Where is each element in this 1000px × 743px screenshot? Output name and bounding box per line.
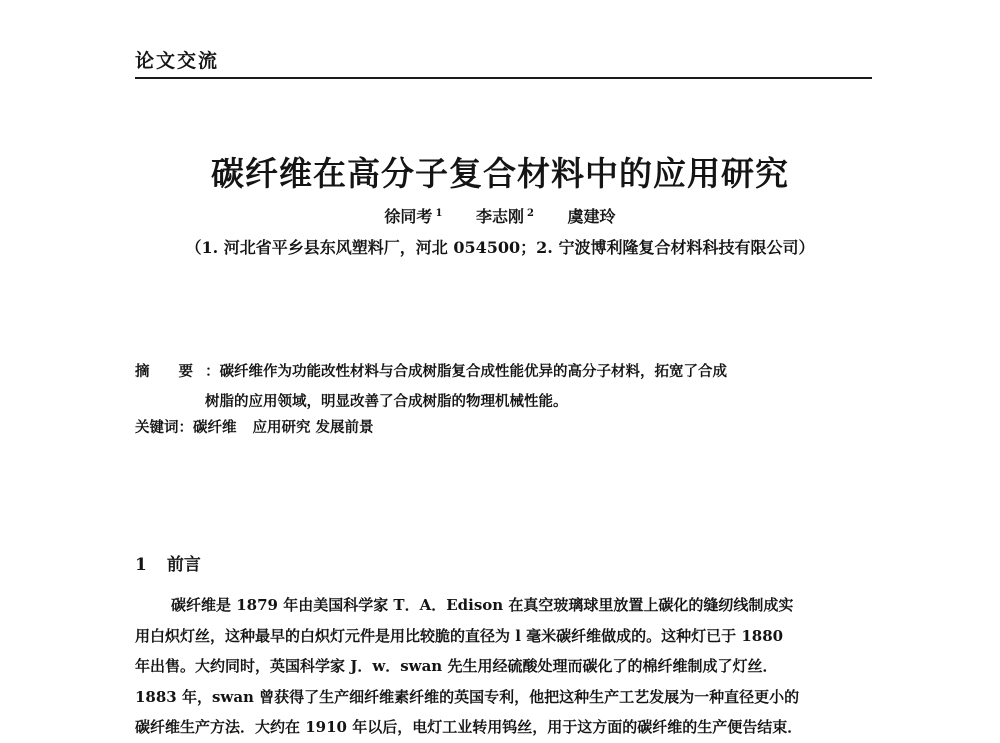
journal-section-label: 论文交流: [135, 50, 220, 72]
keyword: 应用研究 发展前景: [252, 419, 374, 436]
body-line: 1883 年，swan 曾获得了生产细纤维素纤维的英国专利，他把这种生产工艺发展为一种直径更小的: [135, 687, 800, 706]
header-divider: [135, 77, 872, 79]
section-heading: [135, 550, 201, 575]
body-line: 年出售。大约同时，英国科学家 J．w．swan 先生用经硫酸处理而碳化了的棉纤维制成了灯丝．: [135, 657, 778, 675]
affiliation: （1. 河北省平乡县东风塑料厂，河北 054500；2. 宁波博利隆复合材料科技有限公司）: [185, 238, 815, 257]
author: 徐同考 $^1$: [384, 207, 443, 226]
paper-title: 碳纤维在高分子复合材料中的应用研究: [211, 154, 789, 193]
body-line: 用白炽灯丝，这种最早的白炽灯元件是用比较脆的直径为 l 毫米碳纤维做成的。这种灯已于 1880: [135, 626, 784, 645]
abstract-label: 摘 要: [135, 363, 206, 380]
section-body: [135, 590, 875, 743]
body-line: 碳纤维生产方法．大约在 1910 年以后，电灯工业转用钨丝，用于这方面的碳纤维的生产便告结束．: [135, 718, 803, 736]
author: 虞建玲: [567, 207, 616, 226]
section-title: 前言: [166, 555, 201, 575]
body-line: 碳纤维是 1879 年由美国科学家 T．A．Edison 在真空玻璃球里放置上碳化的缝纫线制成实: [171, 596, 794, 614]
author: 李志刚 $^2$: [475, 207, 534, 226]
keywords-label: 关键词：: [135, 419, 193, 436]
abstract-line: 树脂的应用领域，明显改善了合成树脂的物理机械性能。: [205, 393, 568, 410]
abstract-line: 摘 要：碳纤维作为功能改性材料与合成树脂复合成性能优异的高分子材料，拓宽了合成: [135, 363, 728, 380]
section-number: 1: [135, 555, 147, 575]
author-list: [0, 204, 1000, 227]
keywords: [135, 416, 390, 437]
keyword: 碳纤维: [193, 419, 237, 436]
abstract: [135, 357, 875, 417]
